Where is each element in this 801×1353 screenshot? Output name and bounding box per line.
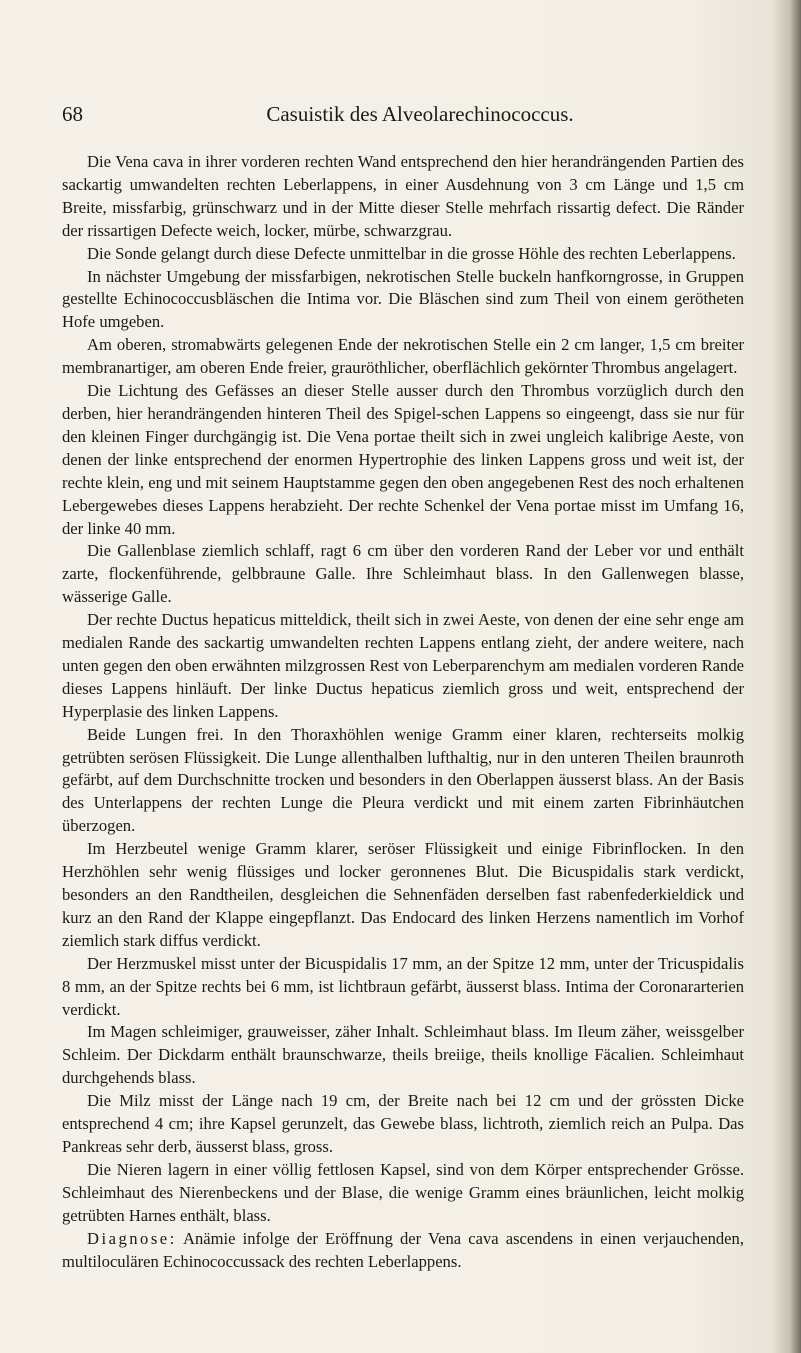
paragraph: Die Milz misst der Länge nach 19 cm, der Breite nach bei 12 cm und der grössten Dicke entsprechend 4 cm; ihre Kapsel gerunzelt, das Gewebe blass, lichtroth, ziemlich reich an Pulpa. Das Pankreas sehr derb, äusserst blass, gross. <box>62 1091 744 1156</box>
paragraph: Am oberen, stromabwärts gelegenen Ende der nekrotischen Stelle ein 2 cm langer, 1,5 cm breiter membranartiger, am oberen Ende freier, grauröthlicher, oberflächlich gekörnter Thrombus angelagert. <box>62 335 744 378</box>
paragraph: Im Herzbeutel wenige Gramm klarer, seröser Flüssigkeit und einige Fibrinflocken. In den Herzhöhlen sehr wenig flüssiges und locker geronnenes Blut. Die Bicuspidalis stark verdickt, besonders an den Randtheilen, desgleichen die Sehnenfäden derselben fast rabenfederkieldick und kurz an den Rand der Klappe eingepflanzt. Das Endocard des linken Herzens namentlich im Vorhof ziemlich stark diffus verdickt. <box>62 839 744 950</box>
diagnosis-label: Diagnose: <box>87 1228 177 1248</box>
paragraph: Der rechte Ductus hepaticus mitteldick, theilt sich in zwei Aeste, von denen der eine sehr enge am medialen Rande des sackartig umwandelten rechten Lappens entlang zieht, der andere weitere, nach unten gegen den oben erwähnten milzgrossen Rest von Leberparenchym am medialen vorderen Rande dieses Lappens hinläuft. Der linke Ductus hepaticus ziemlich gross und weit, entsprechend der Hyperplasie des linken Lappens. <box>62 610 744 721</box>
page-header <box>60 100 740 130</box>
paragraph: Die Gallenblase ziemlich schlaff, ragt 6 cm über den vorderen Rand der Leber vor und enthält zarte, flockenführende, gelbbraune Galle. Ihre Schleimhaut blass. In den Gallenwegen blasse, wässerige Galle. <box>62 541 744 607</box>
paragraph: Im Magen schleimiger, grauweisser, zäher Inhalt. Schleimhaut blass. Im Ileum zäher, weissgelber Schleim. Der Dickdarm enthält braunschwarze, theils breiige, theils knollige Fäcalien. Schleimhaut durchgehends blass. <box>62 1022 744 1088</box>
paragraph: Der Herzmuskel misst unter der Bicuspidalis 17 mm, an der Spitze 12 mm, unter der Tricuspidalis 8 mm, an der Spitze rechts bei 6 mm, ist lichtbraun gefärbt, äusserst blass. Intima der Coronararterien verdickt. <box>62 953 744 1019</box>
page-number: 68 <box>62 102 83 126</box>
paragraph: Die Sonde gelangt durch diese Defecte unmittelbar in die grosse Höhle des rechten Leberlappens. <box>87 243 736 263</box>
running-title: Casuistik des Alveolarechinococcus. <box>266 102 574 126</box>
page-edge-shadow <box>773 0 801 1353</box>
paragraph: Beide Lungen frei. In den Thoraxhöhlen wenige Gramm einer klaren, rechterseits molkig getrübten serösen Flüssigkeit. Die Lunge allenthalben lufthaltig, nur in den unteren Theilen braunroth gefärbt, auf dem Durchschnitte trocken und besonders in den Oberlappen äusserst blass. An der Basis des Unterlappens der rechten Lunge die Pleura verdickt und mit einem zarten Fibrinhäutchen überzogen. <box>62 724 744 836</box>
paragraph: In nächster Umgebung der missfarbigen, nekrotischen Stelle buckeln hanfkorngrosse, in Gruppen gestellte Echinococcusbläschen die Intima vor. Die Bläschen sind zum Theil von einem gerötheten Hofe umgeben. <box>62 266 744 332</box>
paragraph: Die Vena cava in ihrer vorderen rechten Wand entsprechend den hier herandrängenden Partien des sackartig umwandelten rechten Leberlappens, in einer Ausdehnung von 3 cm Länge und 1,5 cm Breite, missfarbig, grünschwarz und in der Mitte dieser Stelle mehrfach rissartig defect. Die Ränder der rissartigen Defecte weich, locker, mürbe, schwarzgrau. <box>62 152 744 240</box>
diagnosis-text: Anämie infolge der Eröffnung der Vena cava ascendens in einen verjauchenden, multiloculären Echinococcussack des rechten Leberlappens. <box>62 1228 744 1271</box>
diagnosis-paragraph <box>62 1228 744 1274</box>
body-text <box>62 151 744 1273</box>
paragraph: Die Lichtung des Gefässes an dieser Stelle ausser durch den Thrombus vorzüglich durch den derben, hier herandrängenden hinteren Theil des Spigel-schen Lappens so eingeengt, dass sie nur für den kleinen Finger durchgängig ist. Die Vena portae theilt sich in zwei ungleich kalibrige Aeste, von denen der linke entsprechend der enormen Hypertrophie des linken Lappens gross und weit ist, der rechte klein, eng und mit seinem Hauptstamme gegen den oben angegebenen Rest des noch erhaltenen Lebergewebes dieses Lappens herabzieht. Der rechte Schenkel der Vena portae misst im Umfang 16, der linke 40 mm. <box>62 381 744 538</box>
paragraph: Die Nieren lagern in einer völlig fettlosen Kapsel, sind von dem Körper entsprechender Grösse. Schleimhaut des Nierenbeckens und der Blase, die wenige Gramm eines bräunlichen, leicht molkig getrübten Harnes enthält, blass. <box>62 1159 744 1225</box>
